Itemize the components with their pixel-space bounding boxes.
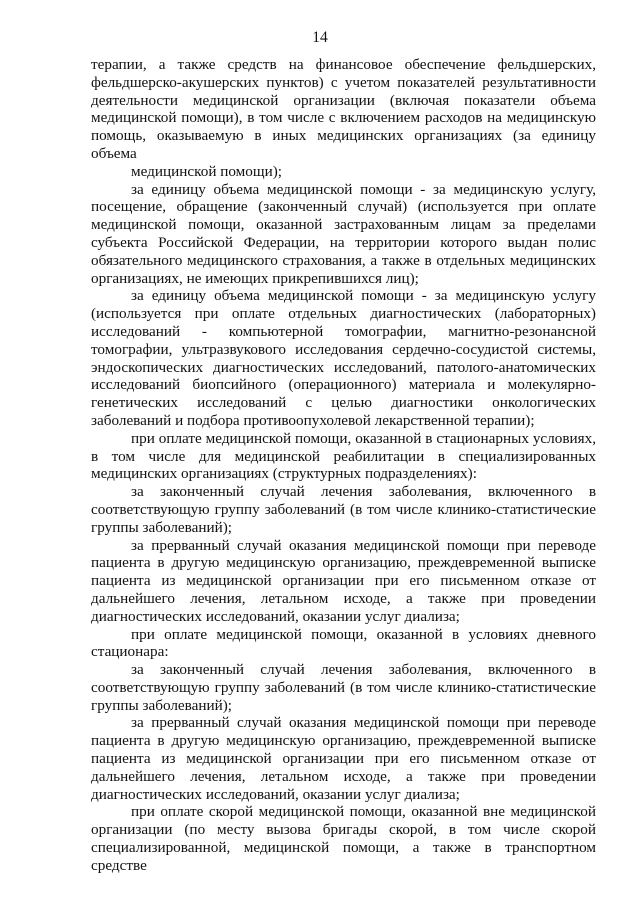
paragraph: при оплате медицинской помощи, оказанной в стационарных условиях, в том числе для медицинской реабилитации в специализированных медицинских организациях (структурных подразделениях): — [91, 429, 596, 483]
page-number: 14 — [312, 29, 328, 46]
paragraph: за законченный случай лечения заболевания, включенного в соответствующую группу заболеваний (в том числе клинико-статистические группы заболеваний); — [91, 483, 596, 536]
paragraph: за законченный случай лечения заболевания, включенного в соответствующую группу заболеваний (в том числе клинико-статистические группы заболеваний); — [91, 661, 596, 714]
paragraph: при оплате скорой медицинской помощи, оказанной вне медицинской организации (по месту вызова бригады скорой, в том числе скорой специализированной, медицинской помощи, а также в транспортном средстве — [91, 803, 596, 874]
document-body — [91, 56, 596, 875]
paragraph: терапии, а также средств на финансовое обеспечение фельдшерских, фельдшерско-акушерских пунктов) с учетом показателей результативности деятельности медицинской организации (включая показатели объема медицинской помощи), в том числе с включением расходов на медицинскую помощь, оказываемую в иных медицинских организациях (за единицу объема — [91, 56, 596, 162]
paragraph: за единицу объема медицинской помощи - за медицинскую услугу (используется при оплате отдельных диагностических (лабораторных) исследований - компьютерной томографии, магнитно-резонансной томографии, ультразвукового исследования сердечно-сосудистой системы, эндоскопических диагностических исследований, патолого-анатомических исследований биопсийного (операционного) материала и молекулярно-генетических исследований с целью диагностики онкологических заболеваний и подбора противоопухолевой лекарственной терапии); — [91, 287, 596, 429]
paragraph: медицинской помощи); — [131, 162, 282, 180]
paragraph: при оплате медицинской помощи, оказанной в условиях дневного стационара: — [91, 625, 596, 661]
paragraph: за единицу объема медицинской помощи - за медицинскую услугу, посещение, обращение (законченный случай) (используется при оплате медицинской помощи, оказанной застрахованным лицам за пределами субъекта Российской Федерации, на территории которого выдан полис обязательного медицинского страхования, а также в отдельных медицинских организациях, не имеющих прикрепившихся лиц); — [91, 180, 596, 287]
paragraph: за прерванный случай оказания медицинской помощи при переводе пациента в другую медицинскую организацию, преждевременной выписке пациента из медицинской организации при его письменном отказе от дальнейшего лечения, летальном исходе, а также при проведении диагностических исследований, оказании услуг диализа; — [91, 536, 596, 625]
paragraph: за прерванный случай оказания медицинской помощи при переводе пациента в другую медицинскую организацию, преждевременной выписке пациента из медицинской организации при его письменном отказе от дальнейшего лечения, летальном исходе, а также при проведении диагностических исследований, оказании услуг диализа; — [91, 714, 596, 803]
